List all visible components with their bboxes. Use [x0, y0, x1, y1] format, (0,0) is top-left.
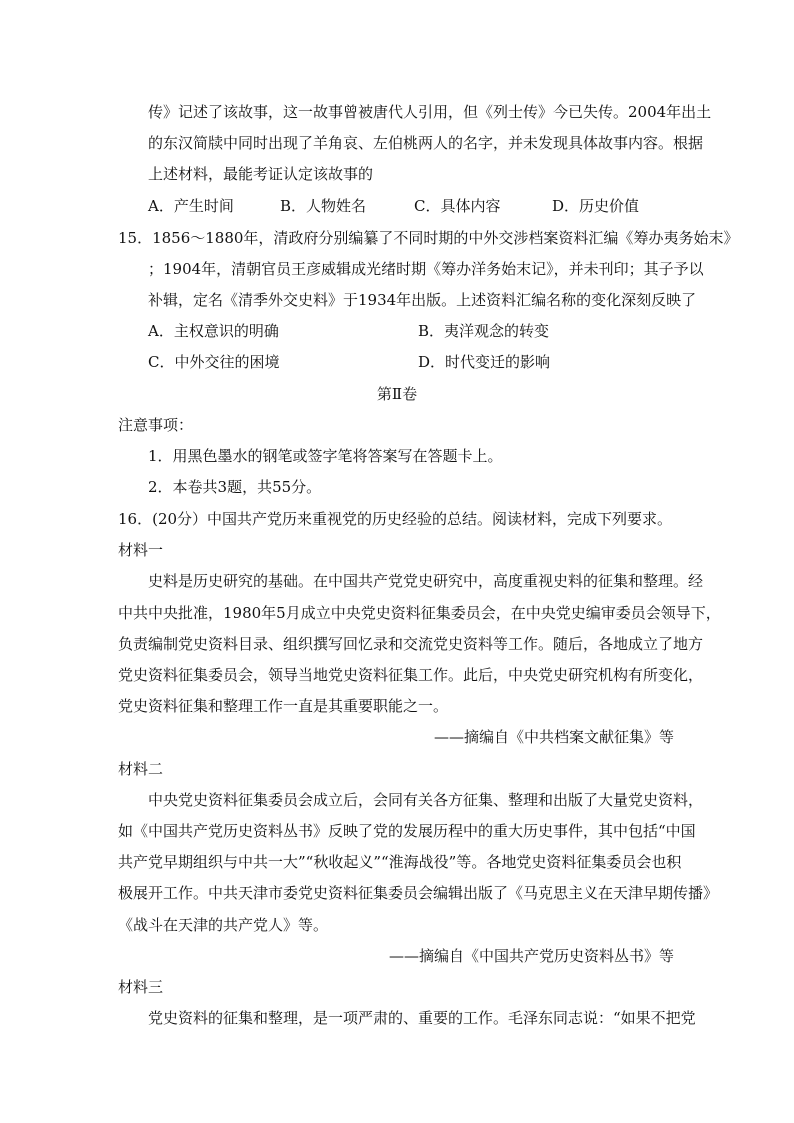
material-1-line-1: 史料是历史研究的基础。在中国共产党党史研究中，高度重视史料的征集和整理。经: [148, 572, 704, 590]
material-1-line-5: 党史资料征集和整理工作一直是其重要职能之一。: [118, 697, 449, 715]
q16-stem: 16．(20分）中国共产党历来重视党的历史经验的总结。阅读材料，完成下列要求。: [118, 510, 673, 528]
q14-option-c: C．具体内容: [414, 197, 501, 215]
q15-option-c: C．中外交往的困境: [148, 353, 280, 371]
material-1-source: ——摘编自《中共档案文献征集》等: [433, 728, 674, 746]
material-1-line-2: 中共中央批准，1980年5月成立中央党史资料征集委员会，在中央党史编审委员会领导下，: [118, 604, 721, 622]
notice-item-1: 1．用黑色墨水的钢笔或签字笔将答案写在答题卡上。: [148, 447, 503, 465]
notice-label: 注意事项：: [118, 416, 194, 434]
q14-line-3: 上述材料，最能考证认定该故事的: [148, 165, 374, 183]
q14-option-a: A．产生时间: [148, 197, 234, 215]
material-2-label: 材料二: [118, 760, 164, 778]
material-2-line-3: 共产党早期组织与中共一大”“秋收起义”“淮海战役”等。各地党史资料征集委员会也积: [118, 853, 682, 871]
notice-item-2: 2．本卷共3题，共55分。: [148, 478, 322, 496]
material-3-line-1: 党史资料的征集和整理，是一项严肃的、重要的工作。毛泽东同志说：“如果不把党: [148, 1009, 696, 1027]
material-2-line-1: 中央党史资料征集委员会成立后，会同有关各方征集、整理和出版了大量党史资料，: [148, 791, 704, 809]
material-1-line-4: 党史资料征集委员会，领导当地党史资料征集工作。此后，中央党史研究机构有所变化，: [118, 666, 704, 684]
material-2-source: ——摘编自《中国共产党历史资料丛书》等: [388, 947, 674, 965]
material-2-line-2: 如《中国共产党历史资料丛书》反映了党的发展历程中的重大历史事件，其中包括“中国: [118, 822, 696, 840]
q15-option-d: D．时代变迁的影响: [418, 353, 551, 371]
q15-option-a: A．主权意识的明确: [148, 322, 279, 340]
material-1-line-3: 负责编制党史资料目录、组织撰写回忆录和交流党史资料等工作。随后，各地成立了地方: [118, 635, 704, 653]
q15-line-2: ；1904年，清朝官员王彦威辑成光绪时期《筹办洋务始末记》，并未刊印；其子予以: [148, 260, 704, 278]
q14-line-1: 传》记述了该故事，这一故事曾被唐代人引用，但《列士传》今已失传。2004年出土: [148, 103, 712, 121]
material-2-line-4: 极展开工作。中共天津市委党史资料征集委员会编辑出版了《马克思主义在天津早期传播》: [118, 884, 719, 902]
q15-line-3: 补辑，定名《清季外交史料》于1934年出版。上述资料汇编名称的变化深刻反映了: [148, 291, 697, 309]
material-1-label: 材料一: [118, 541, 164, 559]
q14-option-d: D．历史价值: [552, 197, 640, 215]
q15-option-b: B．夷洋观念的转变: [418, 322, 550, 340]
material-2-line-5: 《战斗在天津的共产党人》等。: [118, 916, 329, 934]
q15-line-1: 15．1856～1880年，清政府分别编纂了不同时期的中外交涉档案资料汇编《筹办夷务始末》: [118, 229, 739, 247]
q14-line-2: 的东汉简牍中同时出现了羊角哀、左伯桃两人的名字，并未发现具体故事内容。根据: [148, 134, 704, 152]
q14-option-b: B．人物姓名: [280, 197, 367, 215]
material-3-label: 材料三: [118, 978, 164, 996]
section-title: 第Ⅱ卷: [376, 385, 418, 403]
